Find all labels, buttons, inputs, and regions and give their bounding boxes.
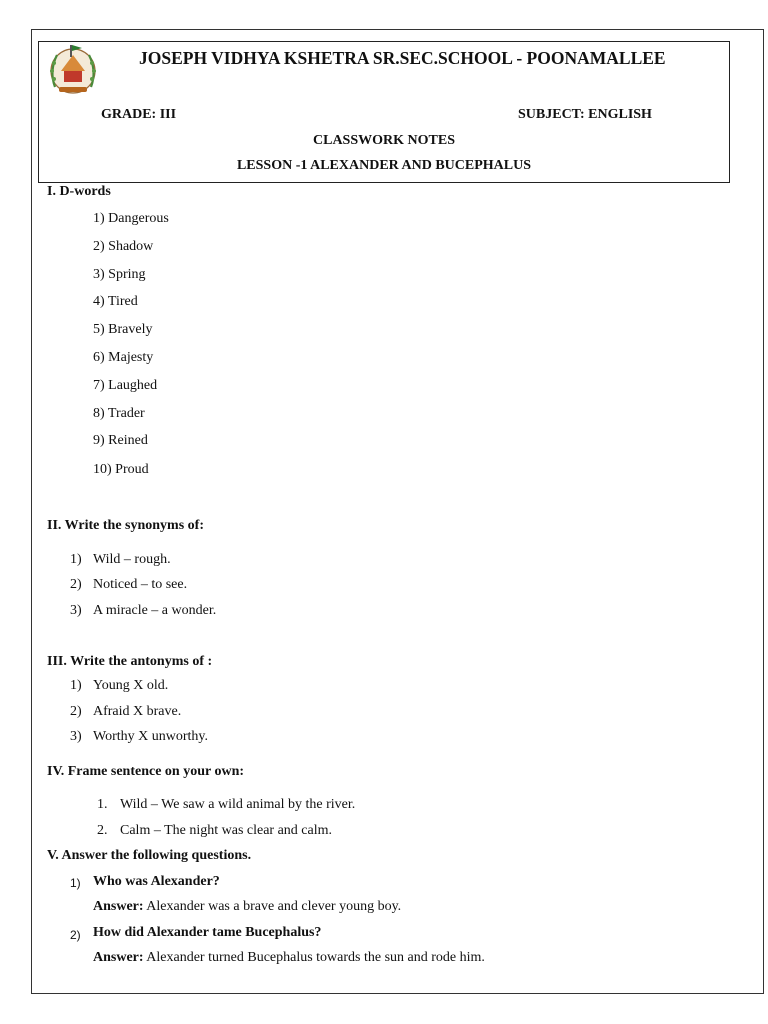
list-item: 2) Shadow: [93, 239, 154, 254]
list-item: 10) Proud: [93, 462, 149, 477]
list-item: Wild – rough.: [93, 552, 171, 567]
question-text: How did Alexander tame Bucephalus?: [93, 925, 322, 940]
list-item: 7) Laughed: [93, 378, 158, 393]
answer-text: Alexander turned Bucephalus towards the sun and rode him.: [146, 950, 485, 965]
list-number: 3): [70, 729, 82, 744]
school-name: JOSEPH VIDHYA KSHETRA SR.SEC.SCHOOL - POONAMALLEE: [139, 48, 666, 68]
question-number: 2): [70, 928, 81, 942]
answer-label: Answer:: [93, 899, 144, 914]
section-heading: IV. Frame sentence on your own:: [47, 764, 245, 779]
notes-title: CLASSWORK NOTES: [313, 133, 455, 148]
section-heading: II. Write the synonyms of:: [47, 518, 204, 533]
list-number: 3): [70, 603, 82, 618]
list-number: 1): [70, 552, 82, 567]
grade-label: GRADE: III: [101, 107, 177, 122]
list-item: 9) Reined: [93, 433, 148, 448]
answer-line: [93, 899, 401, 915]
question-text: Who was Alexander?: [93, 874, 220, 889]
lesson-title: LESSON -1 ALEXANDER AND BUCEPHALUS: [236, 158, 532, 173]
section-heading: I. D-words: [47, 184, 111, 199]
section-heading: V. Answer the following questions.: [47, 848, 252, 863]
list-item: A miracle – a wonder.: [93, 603, 217, 618]
list-item: 8) Trader: [93, 406, 145, 421]
list-number: 2.: [97, 823, 108, 838]
answer-text: Alexander was a brave and clever young boy.: [146, 899, 402, 914]
list-item: 4) Tired: [93, 294, 138, 309]
list-number: 1): [70, 678, 82, 693]
list-item: 1) Dangerous: [93, 211, 169, 226]
list-item: 3) Spring: [93, 267, 146, 282]
list-item: Wild – We saw a wild animal by the river.: [120, 797, 356, 812]
list-number: 1.: [97, 797, 108, 812]
list-item: Afraid X brave.: [93, 704, 182, 719]
list-item: Calm – The night was clear and calm.: [120, 823, 333, 838]
list-item: Noticed – to see.: [93, 577, 188, 592]
answer-label: Answer:: [93, 950, 144, 965]
list-item: Worthy X unworthy.: [93, 729, 209, 744]
question-number: 1): [70, 876, 81, 890]
list-item: Young X old.: [93, 678, 169, 693]
subject-label: SUBJECT: ENGLISH: [518, 107, 652, 122]
list-number: 2): [70, 704, 82, 719]
list-number: 2): [70, 577, 82, 592]
list-item: 5) Bravely: [93, 322, 153, 337]
school-logo-icon: [45, 41, 101, 99]
answer-line: [93, 950, 485, 966]
section-heading: III. Write the antonyms of :: [47, 654, 213, 669]
list-item: 6) Majesty: [93, 350, 154, 365]
